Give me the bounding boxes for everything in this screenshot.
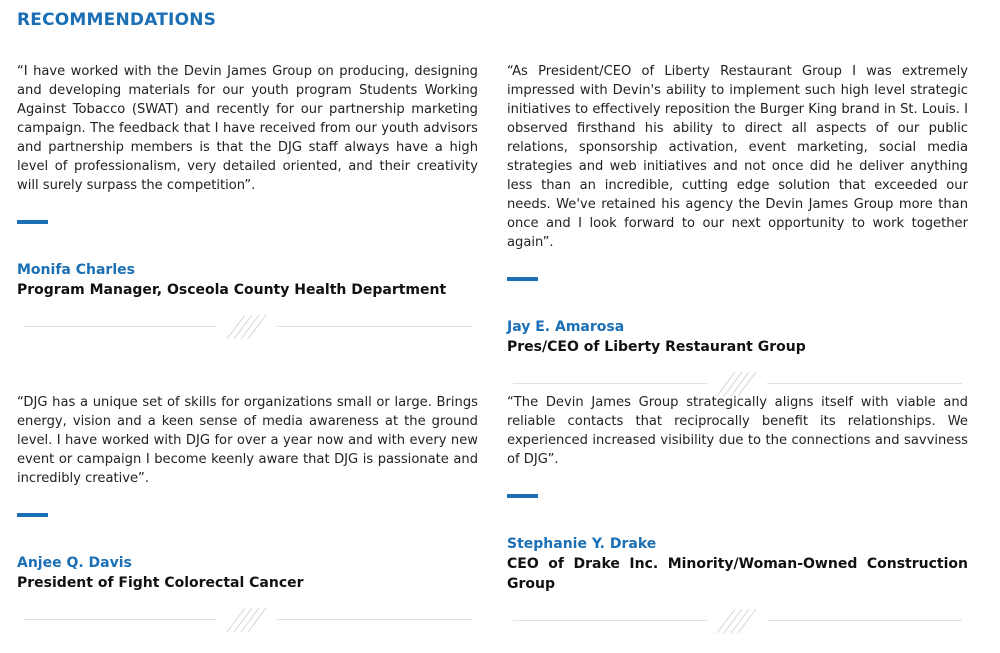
testimonial-card xyxy=(17,393,478,633)
testimonial-author-title: Pres/CEO of Liberty Restaurant Group xyxy=(507,339,806,355)
accent-bar xyxy=(17,220,48,224)
testimonial-quote: “As President/CEO of Liberty Restaurant Group I was extremely impressed with Devin's ability to implement such high level strategic initiatives to effectively reposition the Burger King brand in St. Louis. I observed firsthand his ability to direct all aspects of our public relations, sponsorship activation, event marketing, social media strategies and web initiatives and not once did he deliver anything less than an incredible, cutting edge solution that exceeded our needs. We've retained his agency the Devin James Group more than once and I look forward to our next opportunity to work together again”. xyxy=(507,64,968,250)
diagonal-stripes-icon xyxy=(221,607,269,633)
divider-line-left xyxy=(23,326,217,327)
section-divider xyxy=(17,314,478,340)
testimonial-author-title: CEO of Drake Inc. Minority/Woman-Owned Construction Group xyxy=(507,556,968,592)
accent-bar xyxy=(17,513,48,517)
divider-line-left xyxy=(513,620,707,621)
testimonial-quote: “DJG has a unique set of skills for organizations small or large. Brings energy, vision and a keen sense of media awareness at the ground level. I have worked with DJG for over a year now and with every new event or campaign I become keenly aware that DJG is passionate and incredibly creative”. xyxy=(17,395,478,486)
accent-bar xyxy=(507,494,538,498)
divider-line-right xyxy=(767,383,962,384)
testimonial-author-name: Stephanie Y. Drake xyxy=(507,536,657,552)
divider-line-left xyxy=(23,619,217,620)
divider-line-left xyxy=(513,383,707,384)
testimonial-quote: “The Devin James Group strategically aligns itself with viable and reliable contacts that reciprocally benefit its relationships. We experienced increased visibility due to the connections and savviness of DJG”. xyxy=(507,395,968,467)
testimonial-author-name: Anjee Q. Davis xyxy=(17,555,132,571)
testimonial-quote: “I have worked with the Devin James Group on producing, designing and developing materials for our youth program Students Working Against Tobacco (SWAT) and recently for our partnership marketing campaign. The feedback that I have received from our youth advisors and partnership members is that the DJG staff always have a high level of professionalism, very detailed oriented, and their creativity will surely surpass the competition”. xyxy=(17,64,478,193)
accent-bar xyxy=(507,277,538,281)
section-divider xyxy=(507,608,968,634)
testimonial-author-name: Jay E. Amarosa xyxy=(507,319,625,335)
page-title: RECOMMENDATIONS xyxy=(17,10,217,30)
testimonial-author-title: President of Fight Colorectal Cancer xyxy=(17,575,304,591)
divider-line-right xyxy=(277,619,472,620)
divider-line-right xyxy=(767,620,962,621)
section-divider xyxy=(17,607,478,633)
diagonal-stripes-icon xyxy=(711,608,759,634)
diagonal-stripes-icon xyxy=(221,314,269,340)
testimonial-card xyxy=(17,62,478,340)
divider-line-right xyxy=(277,326,472,327)
testimonial-card xyxy=(507,62,968,397)
testimonial-author-title: Program Manager, Osceola County Health Department xyxy=(17,282,447,298)
testimonial-author-name: Monifa Charles xyxy=(17,262,135,278)
testimonial-card xyxy=(507,393,968,634)
